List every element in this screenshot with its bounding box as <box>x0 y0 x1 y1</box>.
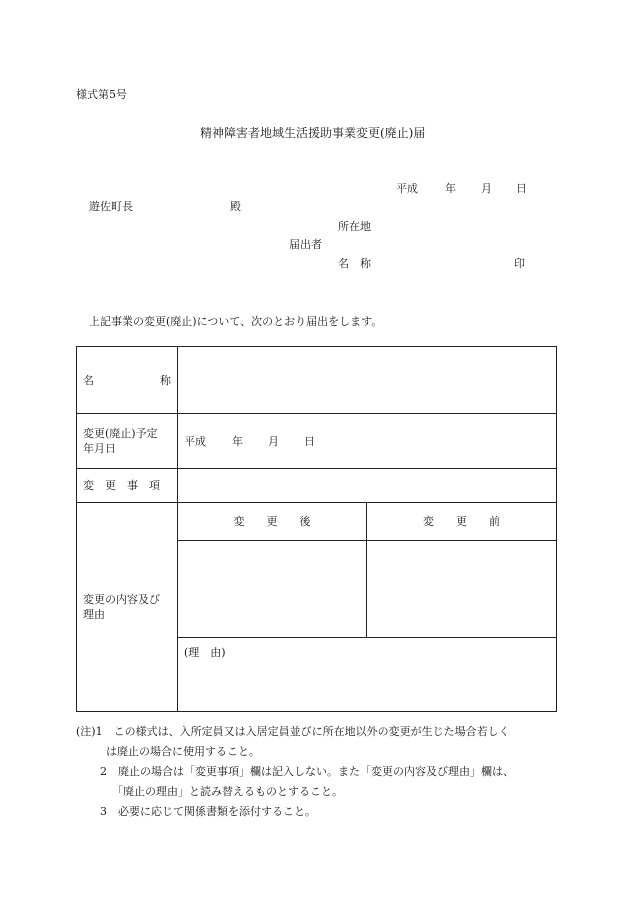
date-month: 月 <box>481 182 492 195</box>
name-label-left: 名 <box>83 373 94 387</box>
applicant-label: 届出者 <box>289 238 322 251</box>
content-label-cell <box>77 503 178 712</box>
after-header-cell <box>178 503 367 541</box>
date-value-day: 日 <box>304 434 315 448</box>
date-value-month: 月 <box>268 434 279 448</box>
notes-prefix: (注) <box>76 725 96 738</box>
note-2-line2: 「廃止の理由」と読み替えるものとすること。 <box>112 785 343 798</box>
after-header: 変 更 後 <box>233 515 311 528</box>
name-label: 名 称 <box>338 257 371 270</box>
date-value-era: 平成 <box>184 434 206 448</box>
row-date <box>77 414 557 469</box>
date-label-line2: 年月日 <box>83 442 116 455</box>
row-change-item <box>77 469 557 503</box>
reason-cell[interactable] <box>178 638 557 712</box>
notes-block <box>76 722 566 822</box>
note-2-line1 <box>76 762 566 782</box>
change-item-label: 変 更 事 項 <box>83 479 160 492</box>
change-item-label-cell <box>77 469 178 503</box>
address-label: 所在地 <box>338 220 371 233</box>
intro-text: 上記事業の変更(廃止)について、次のとおり届出をします。 <box>89 315 383 328</box>
note-2-num: 2 <box>100 765 107 778</box>
date-value-year: 年 <box>232 434 243 448</box>
date-era: 平成 <box>396 182 418 195</box>
before-header-cell <box>367 503 557 541</box>
date-value-cell[interactable] <box>178 414 557 469</box>
date-year: 年 <box>445 182 456 195</box>
document-title: 精神障害者地域生活援助事業変更(廃止)届 <box>200 126 426 140</box>
reason-label: (理 由) <box>184 646 226 659</box>
date-label-line1: 変更(廃止)予定 <box>83 427 158 440</box>
note-1-line2: は廃止の場合に使用すること。 <box>106 745 260 758</box>
date-label-cell <box>77 414 178 469</box>
note-1-line1 <box>76 722 566 742</box>
note-3-text1: 必要に応じて関係書類を添付すること。 <box>118 805 316 818</box>
note-3-line1 <box>76 802 566 822</box>
addressee-name: 遊佐町長 <box>89 200 133 213</box>
name-label-cell <box>77 347 178 414</box>
content-label-line1: 変更の内容及び <box>83 593 160 606</box>
after-value-cell[interactable] <box>178 541 367 638</box>
row-name <box>77 347 557 414</box>
note-1-text1: この様式は、入所定員又は入居定員並びに所在地以外の変更が生じた場合若しく <box>113 725 510 738</box>
seal-mark: 印 <box>514 257 525 270</box>
before-header: 変 更 前 <box>423 515 500 528</box>
notification-table <box>76 346 557 712</box>
note-2-text1: 廃止の場合は「変更事項」欄は記入しない。また「変更の内容及び理由」欄は、 <box>118 765 514 778</box>
form-number: 様式第5号 <box>76 88 127 101</box>
date-day: 日 <box>516 182 527 195</box>
row-content-header <box>77 503 557 541</box>
content-label-line2: 理由 <box>83 608 105 621</box>
addressee-honorific: 殿 <box>230 200 241 213</box>
name-label-right: 称 <box>160 373 171 387</box>
note-3-num: 3 <box>100 805 107 818</box>
change-item-value-cell[interactable] <box>178 469 557 503</box>
before-value-cell[interactable] <box>367 541 557 638</box>
note-1-num: 1 <box>95 725 103 738</box>
name-value-cell[interactable] <box>178 347 557 414</box>
